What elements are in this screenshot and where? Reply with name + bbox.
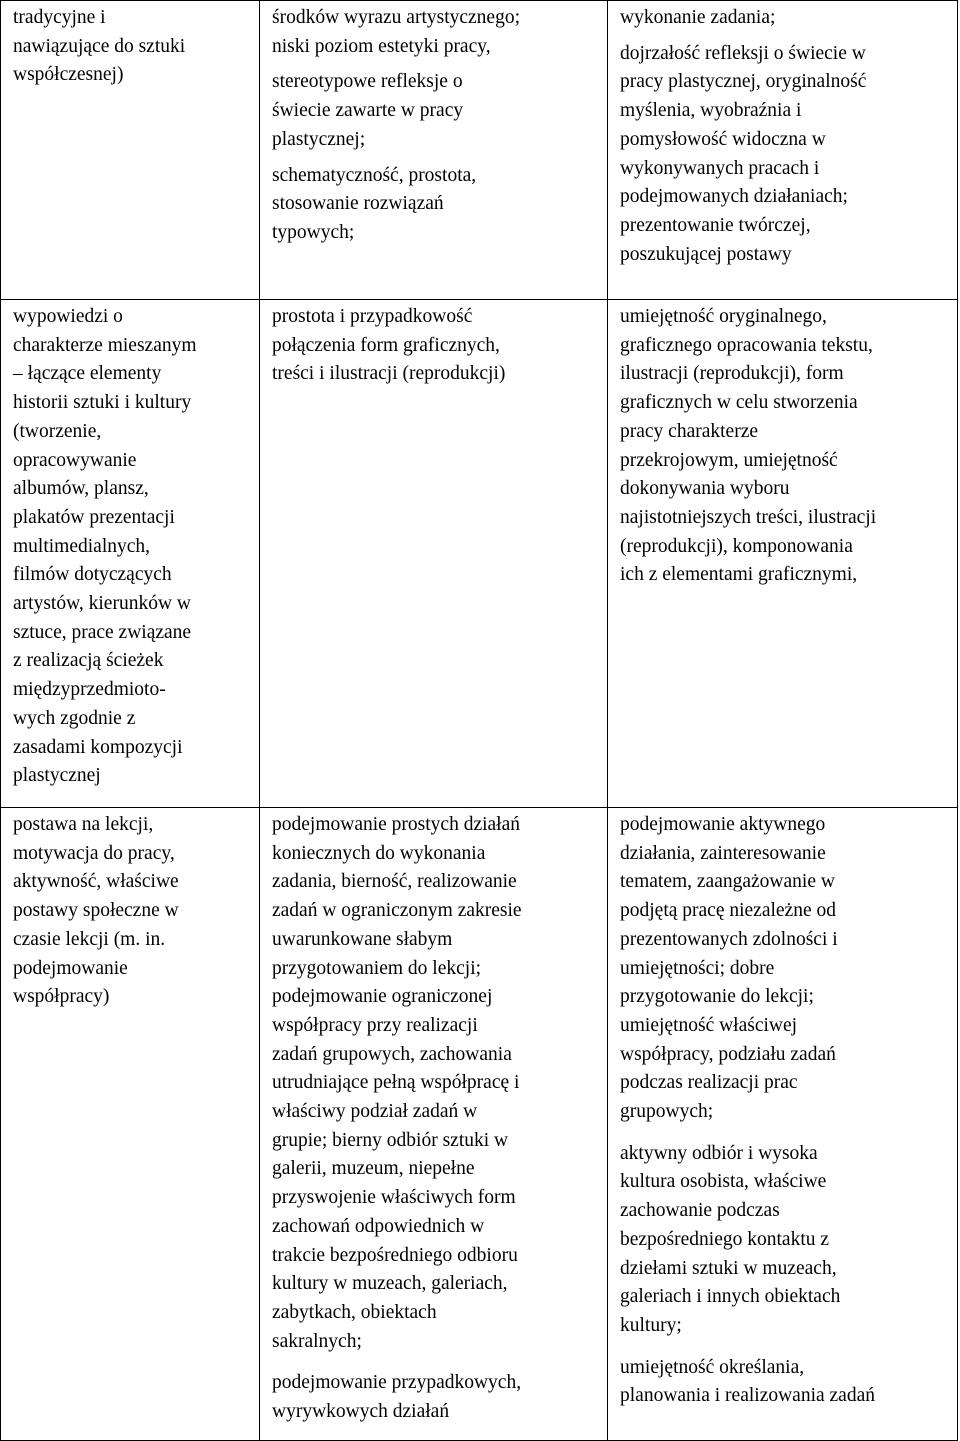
cell-text: podejmowanie prostych działań koniecznych do wykonania zadania, bierność, realizowanie zadań w ograniczonym zakresie uwarunkowane słabym przygotowaniem do lekcji; podejmowanie ograniczonej współpracy przy realizacji zadań grupowych, zachowania utrudniające pełną współpracę i właściwy podział zadań w grupie; bierny odbiór sztuki w galerii, muzeum, niepełne przyswojenie właściwych form zachowań odpowiednich w trakcie bezpośredniego odbioru kultury w muzeach, galeriach, zabytkach, obiektach sakralnych; bbox=[272, 814, 522, 1352]
table-row bbox=[1, 1, 958, 300]
paragraph-gap bbox=[620, 1341, 949, 1354]
cell-text: umiejętność oryginalnego, graficznego opracowania tekstu, ilustracji (reprodukcji), form graficznych w celu stworzenia pracy charakterze przekrojowym, umiejętność dokonywania wyboru najistotniejszych treści, ilustracji (reprodukcji), komponowania ich z elementami graficznymi, bbox=[620, 306, 877, 586]
table-cell-advanced-level bbox=[608, 1, 958, 300]
table-cell-activity bbox=[1, 1, 260, 300]
paragraph-gap bbox=[272, 155, 599, 162]
table-row bbox=[1, 300, 958, 808]
table-cell-advanced-level bbox=[608, 808, 958, 1441]
cell-text: schematyczność, prostota, stosowanie rozwiązań typowych; bbox=[272, 164, 477, 243]
table-cell-basic-level bbox=[260, 808, 608, 1441]
cell-text: prostota i przypadkowość połączenia form graficznych, treści i ilustracji (reprodukcji) bbox=[272, 306, 506, 385]
cell-text: postawa na lekcji, motywacja do pracy, aktywność, właściwe postawy społeczne w czasie lekcji (m. in. podejmowanie współpracy) bbox=[13, 814, 179, 1008]
cell-text: podejmowanie przypadkowych, wyrywkowych działań bbox=[272, 1372, 522, 1423]
cell-text: wypowiedzi o charakterze mieszanym – łączące elementy historii sztuki i kultury (tworzenie, opracowywanie albumów, plansz, plakatów prezentacji multimedialnych, filmów dotyczących artystów, kierunków w sztuce, prace związane z realizacją ścieżek międzyprzedmioto- wych zgodnie z zasadami kompozycji plastycznej bbox=[13, 306, 197, 787]
table-cell-basic-level bbox=[260, 300, 608, 808]
paragraph-gap bbox=[620, 1127, 949, 1140]
table-cell-advanced-level bbox=[608, 300, 958, 808]
cell-text: podejmowanie aktywnego działania, zainteresowanie tematem, zaangażowanie w podjętą pracę niezależne od prezentowanych zdolności i umiejętności; dobre przygotowanie do lekcji; umiejętność właściwej współpracy, podziału zadań podczas realizacji prac grupowych; bbox=[620, 814, 838, 1123]
table-cell-basic-level bbox=[260, 1, 608, 300]
table-row bbox=[1, 808, 958, 1441]
cell-text: umiejętność określania, planowania i realizowania zadań bbox=[620, 1356, 875, 1407]
cell-text: tradycyjne i nawiązujące do sztuki współczesnej) bbox=[13, 7, 186, 86]
paragraph-gap bbox=[272, 61, 599, 68]
cell-text: stereotypowe refleksje o świecie zawarte w pracy plastycznej; bbox=[272, 71, 464, 150]
paragraph-gap bbox=[620, 33, 949, 40]
cell-text: środków wyrazu artystycznego; niski poziom estetyki pracy, bbox=[272, 7, 521, 57]
paragraph-gap bbox=[272, 1356, 599, 1369]
cell-text: aktywny odbiór i wysoka kultura osobista, właściwe zachowanie podczas bezpośredniego kontaktu z dziełami sztuki w muzeach, galeriach i innych obiektach kultury; bbox=[620, 1142, 841, 1336]
table-cell-activity bbox=[1, 808, 260, 1441]
cell-text: dojrzałość refleksji o świecie w pracy plastycznej, oryginalność myślenia, wyobraźnia i pomysłowość widoczna w wykonywanych pracach i podejmowanych działaniach; prezentowanie twórczej, poszukującej postawy bbox=[620, 42, 867, 265]
cell-text: wykonanie zadania; bbox=[620, 7, 776, 28]
table-cell-activity bbox=[1, 300, 260, 808]
